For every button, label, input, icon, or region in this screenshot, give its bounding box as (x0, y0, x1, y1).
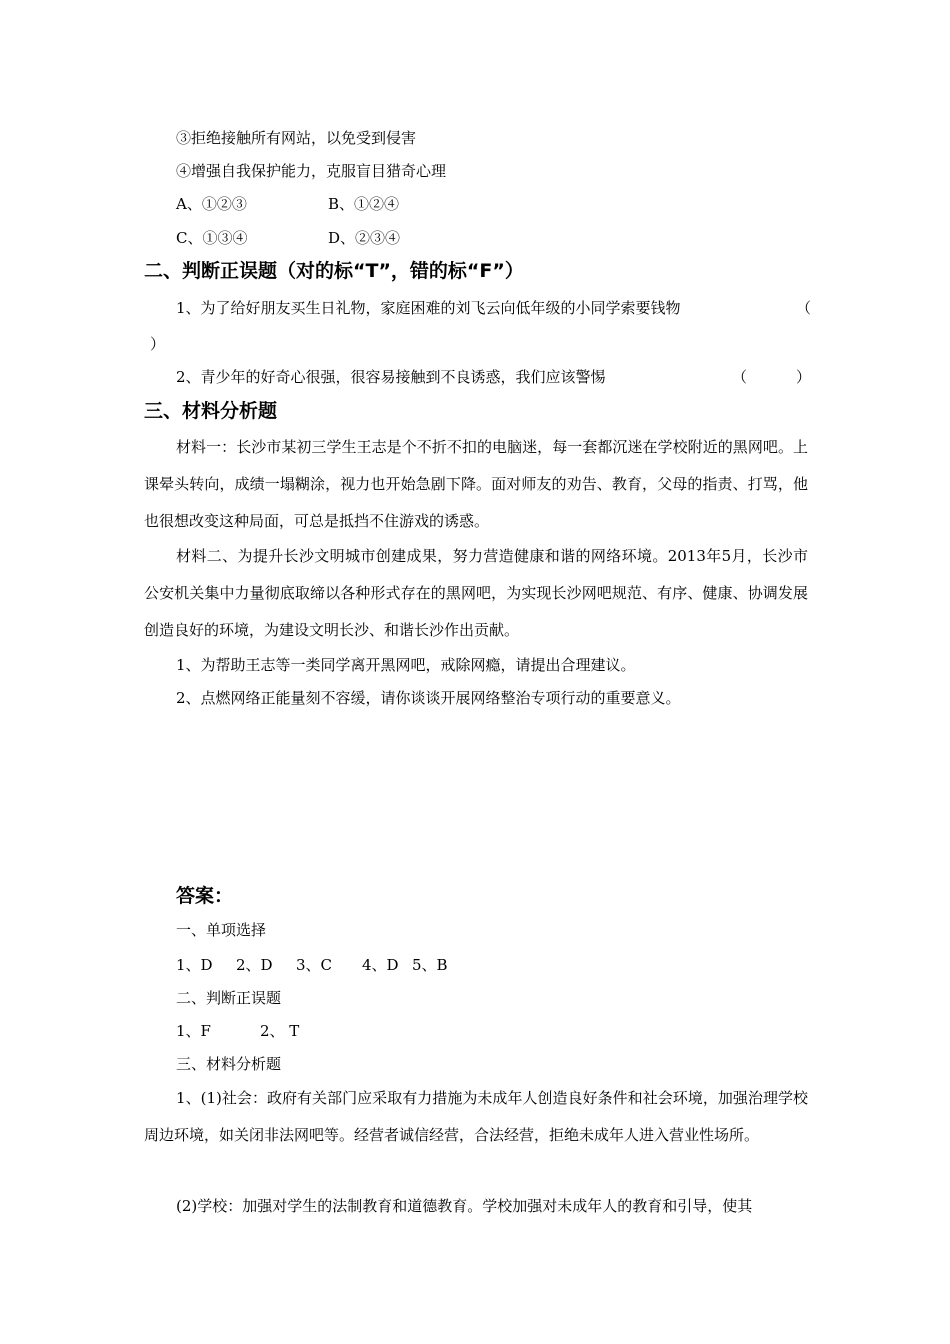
answer-3: 3、C (296, 956, 333, 974)
answer-1: 1、D (176, 956, 213, 974)
answers-part1-title: 一、单项选择 (176, 921, 267, 939)
answers-part3-title: 三、材料分析题 (176, 1055, 282, 1073)
choice-c: C、①③④ (176, 229, 248, 247)
q1-option-3: ③拒绝接触所有网站，以免受到侵害 (176, 129, 417, 147)
section3-heading: 三、材料分析题 (144, 400, 278, 422)
judge-answer-1: 1、F (176, 1022, 211, 1040)
answer-2: 2、D (236, 956, 273, 974)
q1-option-4: ④增强自我保护能力，克服盲目猎奇心理 (176, 162, 447, 180)
material-1: 材料一：长沙市某初三学生王志是个不折不扣的电脑迷，每一套都沉迷在学校附近的黑网吧。上课晕头转向，成绩一塌糊涂，视力也开始急剧下降。面对师友的劝告、教育，父母的指责、打骂，他也很想改变这种局面，可总是抵挡不住游戏的诱惑。 (144, 438, 808, 530)
answers-heading: 答案： (176, 885, 234, 907)
answer-school: (2)学校：加强对学生的法制教育和道德教育。学校加强对未成年人的教育和引导，使其 (176, 1197, 753, 1215)
choice-b: B、①②④ (328, 195, 400, 213)
judge-item-1: 1、为了给好朋友买生日礼物，家庭困难的刘飞云向低年级的小同学索要钱物 (176, 299, 681, 317)
answer-4: 4、D (362, 956, 399, 974)
judge-answer-2: 2、 T (260, 1022, 300, 1040)
material-2: 材料二、为提升长沙文明城市创建成果，努力营造健康和谐的网络环境。2013年5月，长沙市公安机关集中力量彻底取缔以各种形式存在的黑网吧，为实现长沙网吧规范、有序、健康、协调发展创造良好的环境，为建设文明长沙、和谐长沙作出贡献。 (144, 547, 808, 639)
analysis-question-2: 2、点燃网络正能量刻不容缓，请你谈谈开展网络整治专项行动的重要意义。 (176, 689, 681, 707)
section2-heading: 二、判断正误题（对的标“T”，错的标“F”） (144, 260, 524, 282)
judge-item-1-bracket-close: ） (150, 335, 166, 353)
judge-item-2-bracket-open: （ (732, 368, 748, 386)
judge-item-1-bracket-open: （ (796, 299, 812, 317)
answer-society: 1、(1)社会：政府有关部门应采取有力措施为未成年人创造良好条件和社会环境，加强治理学校周边环境，如关闭非法网吧等。经营者诚信经营，合法经营，拒绝未成年人进入营业性场所。 (144, 1089, 808, 1144)
judge-item-2: 2、青少年的好奇心很强，很容易接触到不良诱惑，我们应该警惕 (176, 368, 606, 386)
judge-item-2-bracket-close: ） (796, 368, 812, 386)
analysis-question-1: 1、为帮助王志等一类同学离开黑网吧，戒除网瘾，请提出合理建议。 (176, 656, 636, 674)
choice-d: D、②③④ (328, 229, 401, 247)
answers-part2-title: 二、判断正误题 (176, 989, 282, 1007)
answer-5: 5、B (412, 956, 448, 974)
choice-a: A、①②③ (176, 195, 247, 213)
